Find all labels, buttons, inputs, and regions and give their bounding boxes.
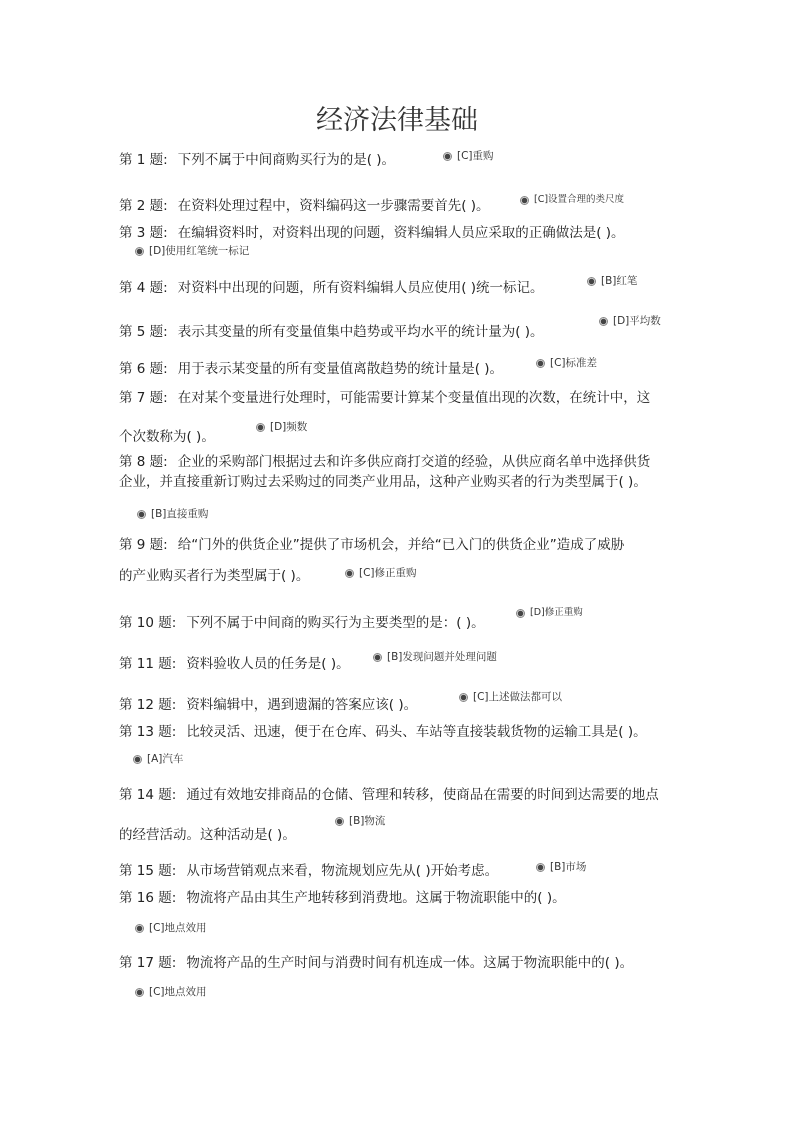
- question-number: 第 16 题:: [119, 890, 177, 906]
- radio-selected-icon[interactable]: [536, 359, 545, 368]
- answer-14[interactable]: [335, 814, 385, 828]
- question-number: 第 2 题:: [119, 198, 168, 214]
- answer-9[interactable]: [345, 566, 417, 580]
- question-text: 通过有效地安排商品的仓储、管理和转移，使商品在需要的时间到达需要的地点: [186, 787, 659, 803]
- question-number: 第 9 题:: [119, 537, 168, 553]
- radio-selected-icon[interactable]: [599, 317, 608, 326]
- question-text: 用于表示某变量的所有变量值离散趋势的统计量是( )。: [177, 361, 504, 377]
- page-title: 经济法律基础: [316, 105, 478, 136]
- answer-5[interactable]: [599, 314, 661, 328]
- radio-selected-icon[interactable]: [133, 755, 142, 764]
- question-number: 第 5 题:: [119, 324, 168, 340]
- radio-selected-icon[interactable]: [135, 988, 144, 997]
- answer-label: [C]地点效用: [149, 922, 207, 934]
- question-text: 物流将产品的生产时间与消费时间有机连成一体。这属于物流职能中的( )。: [186, 955, 634, 971]
- question-10: [119, 614, 485, 632]
- answer-label: [B]红笔: [601, 275, 638, 287]
- question-text: 在资料处理过程中，资料编码这一步骤需要首先( )。: [177, 198, 490, 214]
- question-number: 第 6 题:: [119, 361, 168, 377]
- answer-16[interactable]: [135, 921, 207, 935]
- question-13: [119, 723, 647, 741]
- radio-selected-icon[interactable]: [256, 423, 265, 432]
- radio-selected-icon[interactable]: [135, 247, 144, 256]
- answer-label: [C]上述做法都可以: [473, 691, 563, 703]
- question-text: 物流将产品由其生产地转移到消费地。这属于物流职能中的( )。: [186, 890, 566, 906]
- question-8: [119, 453, 650, 471]
- question-number: 第 17 题:: [119, 955, 177, 971]
- answer-11[interactable]: [373, 650, 497, 664]
- question-5: [119, 323, 544, 341]
- answer-15[interactable]: [536, 860, 586, 874]
- question-number: 第 10 题:: [119, 615, 177, 631]
- question-text: 资料编辑中，遇到遗漏的答案应该( )。: [186, 697, 418, 713]
- question-4: [119, 279, 544, 297]
- question-number: 第 7 题:: [119, 390, 168, 406]
- question-text: 给“门外的供货企业”提供了市场机会，并给“已入门的供货企业”造成了威胁: [177, 537, 625, 553]
- answer-label: [D]修正重购: [530, 607, 583, 618]
- question-number: 第 15 题:: [119, 863, 177, 879]
- question-2: [119, 197, 490, 215]
- question-14: [119, 786, 659, 804]
- answer-2[interactable]: [520, 193, 624, 207]
- radio-selected-icon[interactable]: [516, 609, 525, 618]
- question-9: [119, 536, 624, 554]
- question-1: [119, 151, 395, 169]
- question-text: 资料验收人员的任务是( )。: [186, 656, 350, 672]
- question-text: 在对某个变量进行处理时，可能需要计算某个变量值出现的次数，在统计中，这: [177, 390, 651, 406]
- answer-label: [C]标准差: [550, 357, 598, 369]
- radio-selected-icon[interactable]: [135, 924, 144, 933]
- question-12: [119, 696, 417, 714]
- question-text: 下列不属于中间商的购买行为主要类型的是：( )。: [186, 615, 485, 631]
- radio-selected-icon[interactable]: [536, 863, 545, 872]
- radio-selected-icon[interactable]: [587, 277, 596, 286]
- answer-label: [B]直接重购: [151, 508, 209, 520]
- radio-selected-icon[interactable]: [335, 817, 344, 826]
- question-17: [119, 954, 633, 972]
- answer-4[interactable]: [587, 274, 637, 288]
- answer-label: [D]频数: [270, 421, 308, 433]
- answer-label: [C]地点效用: [149, 986, 207, 998]
- question-15: [119, 862, 498, 880]
- answer-3[interactable]: [135, 244, 249, 258]
- radio-selected-icon[interactable]: [373, 653, 382, 662]
- answer-label: [B]市场: [550, 861, 587, 873]
- radio-selected-icon[interactable]: [345, 569, 354, 578]
- question-3: [119, 224, 625, 242]
- radio-selected-icon[interactable]: [137, 510, 146, 519]
- question-number: 第 11 题:: [119, 656, 177, 672]
- question-text: 在编辑资料时，对资料出现的问题，资料编辑人员应采取的正确做法是( )。: [177, 225, 625, 241]
- question-number: 第 1 题:: [119, 152, 168, 168]
- question-7-cont: 个次数称为( )。: [119, 429, 215, 445]
- answer-7[interactable]: [256, 420, 307, 434]
- question-text: 从市场营销观点来看，物流规划应先从( )开始考虑。: [186, 863, 499, 879]
- question-number: 第 4 题:: [119, 280, 168, 296]
- answer-13[interactable]: [133, 752, 183, 766]
- question-number: 第 14 题:: [119, 787, 177, 803]
- question-8-cont: 企业，并直接重新订购过去采购过的同类产业用品，这种产业购买者的行为类型属于( )。: [119, 474, 647, 490]
- answer-1[interactable]: [443, 149, 494, 163]
- answer-label: [B]物流: [349, 815, 386, 827]
- question-16: [119, 889, 566, 907]
- question-text: 对资料中出现的问题，所有资料编辑人员应使用( )统一标记。: [177, 280, 544, 296]
- answer-12[interactable]: [459, 690, 562, 704]
- radio-selected-icon[interactable]: [459, 693, 468, 702]
- question-text: 比较灵活、迅速，便于在仓库、码头、车站等直接装载货物的运输工具是( )。: [186, 724, 647, 740]
- answer-6[interactable]: [536, 356, 597, 370]
- question-14-cont: 的经营活动。这种活动是( )。: [119, 827, 296, 843]
- question-number: 第 3 题:: [119, 225, 168, 241]
- question-text: 企业的采购部门根据过去和许多供应商打交道的经验，从供应商名单中选择供货: [177, 454, 651, 470]
- answer-label: [C]重购: [457, 150, 494, 162]
- answer-label: [D]平均数: [613, 315, 661, 327]
- answer-label: [C]修正重购: [359, 567, 417, 579]
- answer-label: [D]使用红笔统一标记: [149, 245, 250, 257]
- question-11: [119, 655, 350, 673]
- answer-10[interactable]: [516, 606, 583, 620]
- question-number: 第 8 题:: [119, 454, 168, 470]
- question-7: [119, 389, 650, 407]
- question-number: 第 13 题:: [119, 724, 177, 740]
- question-9-cont: 的产业购买者行为类型属于( )。: [119, 568, 310, 584]
- radio-selected-icon[interactable]: [443, 152, 452, 161]
- radio-selected-icon[interactable]: [520, 196, 529, 205]
- answer-8[interactable]: [137, 507, 208, 521]
- question-6: [119, 360, 503, 378]
- answer-label: [B]发现问题并处理问题: [387, 651, 497, 663]
- question-number: 第 12 题:: [119, 697, 177, 713]
- answer-17[interactable]: [135, 985, 207, 999]
- question-text: 表示其变量的所有变量值集中趋势或平均水平的统计量为( )。: [177, 324, 544, 340]
- answer-label: [C]设置合理的类尺度: [534, 194, 625, 205]
- question-text: 下列不属于中间商购买行为的是( )。: [177, 152, 396, 168]
- answer-label: [A]汽车: [147, 753, 184, 765]
